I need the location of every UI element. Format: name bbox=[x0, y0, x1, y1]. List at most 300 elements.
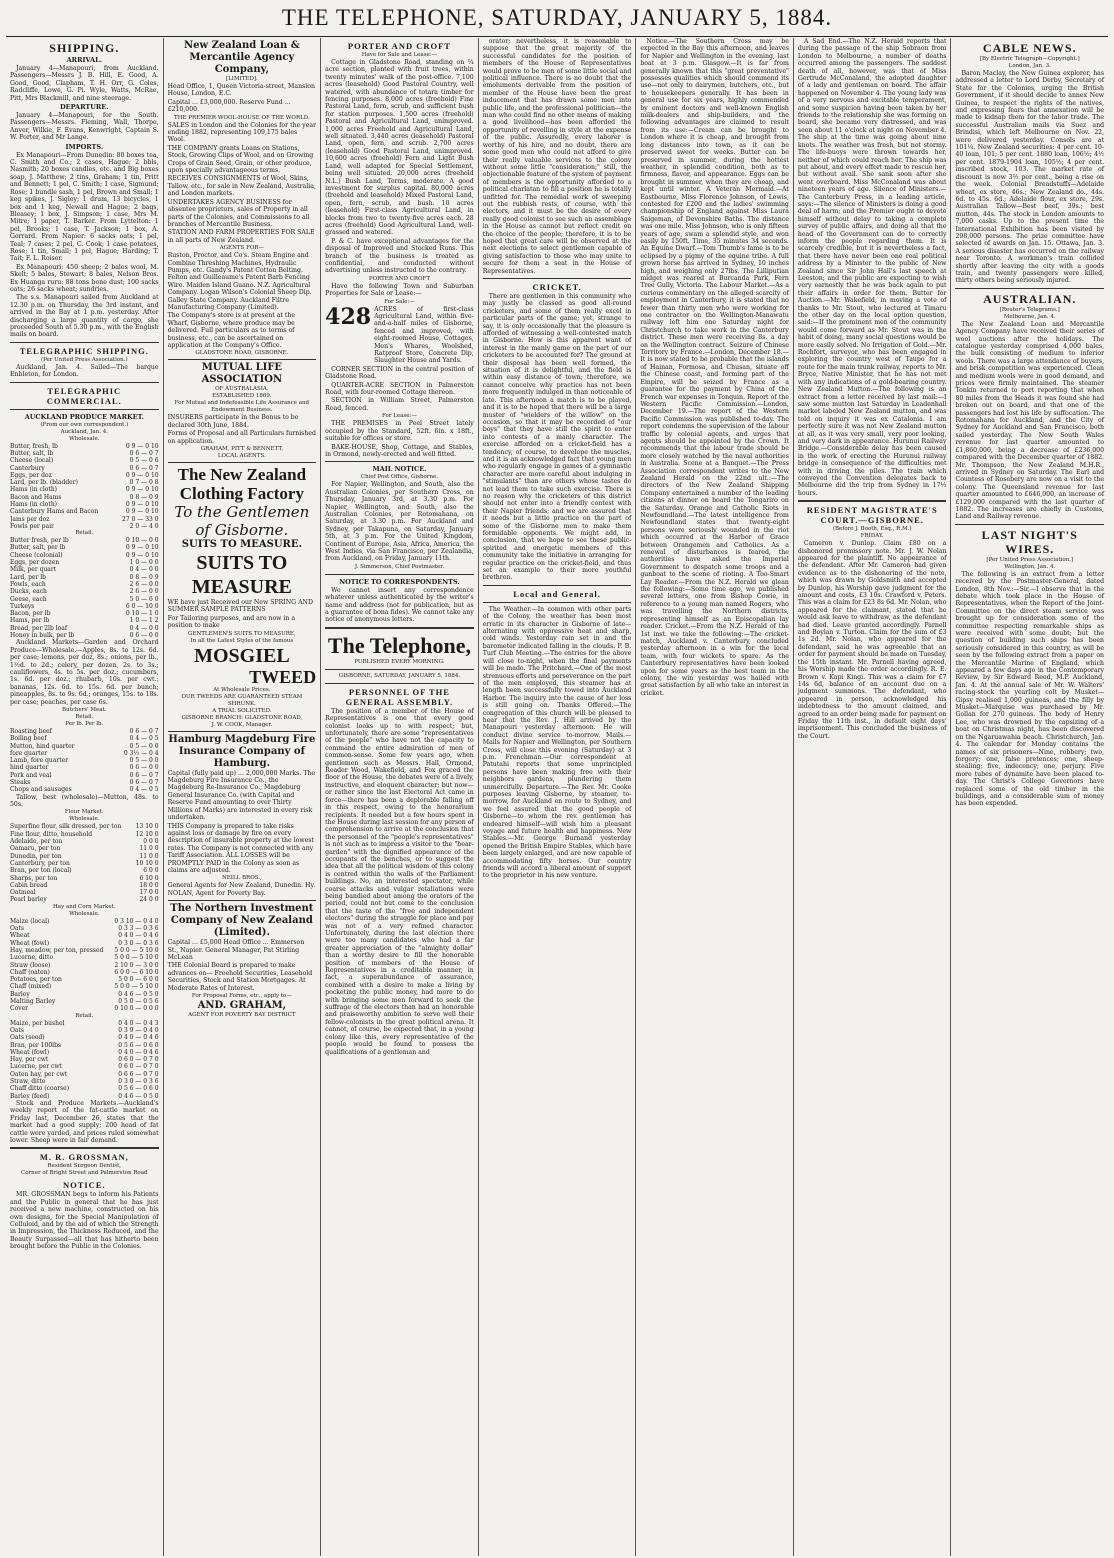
price-value: 27 0 — 33 0 bbox=[122, 515, 159, 523]
graham-signature: GRAHAM, PITT & BENNETT, bbox=[200, 446, 283, 453]
price-value: 0 3 0 — 0 3 6 bbox=[118, 1077, 159, 1085]
price-row bbox=[10, 544, 159, 551]
price-value: 0 6 0 — 0 7 0 bbox=[118, 1056, 159, 1064]
price-item: Chaff (oaten) bbox=[10, 968, 50, 976]
price-value: 0 6 — 0 7 bbox=[129, 779, 159, 787]
price-value: 0 9 — 0 10 bbox=[125, 442, 159, 450]
price-value: 0 3 3 — 0 3 6 bbox=[118, 925, 159, 933]
price-value: 0 6 — 0 7 bbox=[129, 464, 159, 472]
price-item: Maize, per bushel bbox=[10, 1019, 65, 1027]
price-value: 0 5 — 0 6 bbox=[129, 457, 159, 465]
price-value: 10 10 0 bbox=[135, 859, 159, 867]
price-value: 0 4 — 0 0 bbox=[129, 624, 159, 632]
price-row bbox=[10, 537, 159, 544]
price-row bbox=[10, 465, 159, 472]
price-row bbox=[10, 1056, 159, 1063]
clothing-heading: The New Zealand Clothing Factory bbox=[177, 465, 307, 504]
imports-text: Ex Manapouri—From Dunedin: 80 boxes tea, C. Smith and Co.; 2 cases, Hague; 2 bbls, Nasmith; 20 boxes candles, etc. and Big boxes soap, J. Matthew; 2 tins, Graham; 1 tin, Pritt and Bennett; 1 pel, C. Smith; 1 case, Sigmund; Rose; 1 bundle sash, 1 pel, Brown and Small; 1 keg spikes, J. Sigley; 1 drum, 13 bicycles, 1 box and 1 keg, Newall and Hague; 2 bags, Bleasey; 1 box, J. Simpson; 1 case, Mrs M. Mitre; 1 paper, T. Barker. From Lyttelton: 1 pel, Brooks; 1 case, T. Jackson; 1 box, A. Gerrard. From Napier: 6 sacks oats; 1 pel, Teal; 7 cases; 2 pel, C. Cook; 1 case potatoes, Rose; 1 tin, Small; 1 pel, Hague; Harding; T. Tait; F. L. Roiser. bbox=[10, 151, 159, 263]
price-value: 2 10 0 — 3 0 0 bbox=[114, 961, 159, 969]
wholesale-heading: Wholesale. bbox=[69, 435, 100, 442]
store-signature: GLADSTONE ROAD, GISBORNE. bbox=[195, 350, 289, 357]
price-row bbox=[10, 610, 159, 617]
price-item: Potatoes, per ton bbox=[10, 976, 62, 984]
suits-heading: SUITS TO MEASURE. bbox=[181, 539, 302, 551]
court-heading: RESIDENT MAGISTRATE'S COURT.—GISBORNE. bbox=[806, 505, 938, 526]
retail-table bbox=[10, 537, 159, 639]
price-value: 0 9 — 0 10 bbox=[125, 501, 159, 508]
consign-text: RECEIVES CONSIGNMENTS of Wool, Skins, Tallow, etc., for sale in New Zealand, Australia, and London markets. bbox=[167, 175, 316, 198]
price-item: Steaks bbox=[10, 779, 31, 787]
neill-signature: NEILL BROS., bbox=[221, 875, 262, 882]
clothing-factory-ad bbox=[168, 462, 317, 731]
price-item: Oats bbox=[10, 925, 24, 933]
price-item: Oatmeal bbox=[10, 889, 36, 897]
price-value: 5 0 — 6 0 bbox=[129, 595, 159, 603]
price-row bbox=[10, 779, 159, 786]
quarter-text: QUARTER-ACRE SECTION in Palmerston Road, with four-roomed Cottage thereon. bbox=[325, 381, 474, 397]
price-item: Barley (feed) bbox=[10, 1092, 50, 1100]
last-nights-wires-heading: LAST NIGHT'S WIRES. bbox=[981, 527, 1078, 556]
price-row bbox=[10, 479, 159, 486]
price-value: 6 10 0 bbox=[139, 874, 159, 882]
retail-heading: Retail. bbox=[75, 530, 94, 537]
price-value: 17 0 0 bbox=[139, 889, 159, 897]
price-value: 5 0 0 — 5 10 0 bbox=[114, 954, 159, 962]
column-1 bbox=[6, 38, 164, 1556]
telegraphic-source: (Per United Press Association.) bbox=[40, 356, 128, 363]
price-row bbox=[10, 523, 159, 530]
suits-big: SUITS TO MEASURE bbox=[191, 552, 292, 599]
price-item: Bran, per ton (local) bbox=[10, 867, 72, 875]
price-value: 0 4 — 0 5 bbox=[129, 786, 159, 794]
paper-date: GISBORNE, SATURDAY, JANUARY 5, 1884. bbox=[338, 672, 461, 679]
price-item: Wheat bbox=[10, 932, 30, 940]
price-row bbox=[10, 559, 159, 566]
price-item: Hams, per lb bbox=[10, 617, 50, 625]
price-value: 0 10 0 — 0 0 0 bbox=[114, 1005, 159, 1013]
price-row bbox=[10, 501, 159, 508]
price-value: 0 3 10 — 0 4 0 bbox=[114, 917, 159, 925]
graham-sub: LOCAL AGENTS. bbox=[217, 453, 266, 460]
price-row bbox=[10, 450, 159, 457]
price-item: Butter fresh, per lb bbox=[10, 537, 69, 545]
notice-heading: NOTICE. bbox=[62, 1180, 106, 1191]
price-item: Honey in bulk, per lb bbox=[10, 632, 75, 640]
price-item: Malting Barley bbox=[10, 998, 56, 1006]
hamburg-heading: Hamburg Magdeburg Fire Insurance Company of Hamburg. bbox=[168, 733, 316, 769]
loan-limited: [LIMITED]. bbox=[225, 76, 258, 82]
price-item: Hams (in cloth) bbox=[10, 486, 58, 494]
price-item: Oats bbox=[10, 1026, 24, 1034]
price-value: 0 10 — 1 0 bbox=[125, 610, 159, 618]
price-item: Hams (in cloth) bbox=[10, 501, 58, 508]
acres-number: 428 bbox=[325, 303, 372, 330]
australian-text: The New Zealand Loan and Mercantile Agency Company have received their series of wool auctions after the holidays. The catalogue yesterday comprised 4,000 bales, the bulk consisting of medium to inferior wools. There was a large attendance of buyers, and brisk competition was experienced. Clean and medium wools were in good demand, and prices were firmly maintained. The steamer Tonkin returned to port reporting that when 80 miles from the Heads it was found she had broken out on board, and that one of the passengers had lost his life by suffocation. The Rotomahana for Auckland, and the City of Sydney for Auckland and San Francisco, both sailed yesterday. The New South Wales revenue for last quarter amounted to £1,860,000, being a decrease of £236,000 compared with the December quarter of 1882. Mr. Thompson, the New Zealand M.H.R., arrived in Sydney on Saturday. The Earl and Countess of Rosebery are now on a visit to the colony. The Queensland revenue for last quarter amounted to £646,000, an increase of £129,000 compared with the last quarter of 1882. The increases are chiefly in Customs, Land and Railway revenue. bbox=[955, 320, 1105, 521]
mail-signature: J. Simmerson, Chief Postmaster. bbox=[354, 563, 445, 570]
neill-sub: General Agents for New Zealand, Dunedin. Hy. NOLAN, Agent for Poverty Bay. bbox=[167, 882, 316, 897]
proposal-text: For Proposal Forms, etc., apply to— bbox=[191, 993, 292, 999]
price-row bbox=[10, 998, 159, 1005]
mosgiel-title: MOSGIEL bbox=[194, 644, 290, 667]
price-value: 18 0 0 bbox=[139, 881, 159, 889]
corner-text: CORNER SECTION in the central position of Gladstone Road. bbox=[325, 365, 474, 381]
price-row bbox=[10, 508, 159, 515]
pc-text: P. & C. have exceptional advantages for the disposal of Improved and Stocked Runs. This branch of the business is treated as confidential, and conducted without advertising unless instructed to the contrary. bbox=[325, 237, 474, 275]
price-value: 0 5 0 — 0 5 6 bbox=[118, 998, 159, 1006]
colonial-text: THE Colonial Board is prepared to make advances on— Freehold Securities, Leasehold Securities, Stock and Station Mortgages. At Moderate Rates of Interest. bbox=[167, 962, 313, 992]
price-row bbox=[10, 1034, 159, 1041]
price-item: fore quarter bbox=[10, 749, 48, 757]
price-row bbox=[10, 552, 159, 559]
price-value: 5 0 0 — 6 0 0 bbox=[118, 976, 159, 984]
court-day: FRIDAY. bbox=[860, 533, 884, 540]
tweed-title: TWEED bbox=[249, 666, 317, 687]
telegraphic-text: Auckland, Jan. 4. Sailed—The barque Enbleton, for London. bbox=[10, 363, 159, 379]
price-item: Butter, salt, lb bbox=[10, 449, 54, 457]
tailoring-text: For Tailoring purposes, and are now in a position to make bbox=[167, 614, 296, 630]
cable-news-heading: CABLE NEWS. bbox=[982, 41, 1077, 55]
price-item: Lucerne, ditto bbox=[10, 954, 54, 962]
price-item: Adelaide, per ton bbox=[10, 838, 63, 846]
price-item: Cabin bread bbox=[10, 881, 48, 889]
price-item: Canterbury bbox=[10, 464, 45, 472]
column-3 bbox=[321, 38, 479, 1556]
price-row bbox=[10, 750, 159, 757]
hay-retail-heading: Retail. bbox=[75, 1012, 94, 1019]
price-item: Bacon, per lb bbox=[10, 610, 51, 618]
price-row bbox=[10, 443, 159, 450]
price-value: 0 9 — 0 10 bbox=[125, 544, 159, 552]
bake-text: BAKE-HOUSE, Shop, Cottage, and Stables, in Ormond, newly-erected and well fitted. bbox=[325, 443, 474, 458]
departure-text: January 4—Manapouri, for the South. Passengers—Messrs. Fleming, Wall, Thorpe, Anver, Wilkie, F. Evans, Kenwright, Captain S. W. Porter, and Mr Lange. bbox=[10, 112, 159, 142]
price-row bbox=[10, 735, 159, 742]
price-item: Sharps, per ton bbox=[10, 874, 58, 882]
price-row bbox=[10, 845, 159, 852]
price-value: 0 5 — 0 0 bbox=[129, 742, 159, 750]
flour-wholesale-heading: Wholesale. bbox=[69, 816, 100, 823]
exports-text: Ex Manapouri: 450 sheep; 2 bales wool, M. Skelt; 5 bales, Stewart; 8 bales, Nelson Bros. Ex Huanga ruru: 88 tons bone dust; 100 sacks oats; 26 sacks wheat; sundries. bbox=[10, 263, 159, 293]
price-item: Chaff (mixed) bbox=[10, 983, 52, 991]
price-value: 0 4 — 0 5 bbox=[129, 735, 159, 743]
price-row bbox=[10, 588, 159, 595]
column-5-text: Notice.—The Southern Cross may be expected in the Bay this afternoon, and leaves for Napier and Wellington in the evening, last boat at 3 p.m. Glasgow.—It is far from generally known that this "great preventative" possesses qualities which should commend its use—not only to dairymen, butchers, etc., but to housekeepers generally. It has been in general use for six years, highly commended by eminent doctors and well-known English milk-dealers and ship-builders, and the following advantages are claimed to result from its use:—Cream can be brought to London where it is cheap, and brought from long distances into town, as it can be preserved sweet for weeks. Butter can be preserved in summer, during the hottest weather, in splendid condition, both as to firmness, flavor, and appearance. Eggs can be brought in summer, when they are cheap, and kept until winter. A Veteran Mermaid.—At Eastbourne, Miss Florence Johnson, of Lewis, contested for £200 and the ladies' swimming championship of England against Miss Laura Saigeman, of Devonshire Baths. The distance was one mile. Miss Johnson, who is only fifteen years of age, swam a splendid style, and won easily by 150ft. Time, 35 minutes 34 seconds. An Equine Dwarf.—Tom Thumb's fame is to be eclipsed by a pigmy of the equine tribe. A full grown horse has arrived in Sydney, 10 inches high, and weighing only 27lbs. The Lilliputian midget was reared at Burcanda Park, Fern Tree Gully, Victoria. The Labour Market.—As a curious commentary on the alleged scarcity of employment in Canterbury, it is stated that no fewer than thirty men who were working for one contractor on the Wellington-Manawatu railway left him one Saturday night for Christchurch to take work in the Canterbury district. These men were receiving 8s. a day on the Wellington contract. Seizure of Chinese Territory by France.—London, December 18.—It is now stated to be probable that the islands of Hainan, Formosa, and Chusan, situate off the Chinese coast, and forming part of the Empire, will be seized by France as a guarantee for the payment by China of the French war expenses in Tonquin. Report of the Western Pacific Commission.—London, December 19.—The report of the Western Pacific Commission was published to-day. The report condemns the supervision of the labour traffic by colonial agents, and urges that agents should be appointed by the Crown. It recommends that the labour trade should be more closely watched by the naval authorities in Australia. Scene at a Banquet.—The Press Association correspondent writes to the New Zealand Herald on the 22nd ult.:—The directors of the New Zealand Shipping Company entertained a number of the leading citizens at dinner on board the Tongariro on the Saturday. Orange and Catholic Riots in Newfoundland.—The latest intelligence from Newfoundland states that twenty-eight persons were seriously wounded in the riot which occurred at the Harbor of Grace between Orangemen and Catholics. As a renewal of disturbances is feared, the authorities have asked the Imperial Government to despatch some troops and a gunboat to the scene of rioting. A Too-Smart Lay Reader.—From the N.Z. Herald we glean the following:—Some time ago, we published several letters, one from Bishop Cowie, in reference to a young man named Rogers, who was travelling the Northern districts, representing himself as an Episcopalian lay reader. Cricket.—From the N.Z. Herald of the 1st inst. we take the following:—The cricket-match, Auckland v. Canterbury, concluded yesterday afternoon in a win for the local team, with four wickets to spare. As the Canterbury representatives have been looked upon for some years as the best team in the colony, the win yesterday was hailed with great satisfaction by all who take an interest in cricket. bbox=[640, 38, 789, 697]
price-value: 0 4 0 — 0 4 6 bbox=[118, 1034, 159, 1042]
price-row bbox=[10, 889, 159, 896]
price-row bbox=[10, 947, 159, 954]
price-value: 0 6 — 0 0 bbox=[129, 632, 159, 640]
price-row bbox=[10, 1005, 159, 1012]
price-row bbox=[10, 574, 159, 581]
premier-text: SALES in London and the Colonies for the year ending 1882, representing 109,175 bales Wool. bbox=[167, 121, 316, 144]
price-row bbox=[10, 860, 159, 867]
price-value: 0 7 — 0 8 bbox=[129, 479, 159, 487]
porter-croft-heading: PORTER AND CROFT bbox=[347, 41, 451, 51]
price-item: Cheese (colonial) bbox=[10, 551, 63, 559]
hay-wholesale-heading: Wholesale. bbox=[69, 910, 100, 917]
for-sale: For Sale:— bbox=[384, 298, 415, 305]
price-value: 0 9 — 0 10 bbox=[125, 471, 159, 479]
price-value: 0 9 — 0 10 bbox=[125, 486, 159, 494]
forms-text: Forms of Proposal and all Particulars furnished on application. bbox=[167, 430, 316, 445]
price-value: 24 0 0 bbox=[139, 896, 159, 904]
price-row bbox=[10, 728, 159, 735]
price-item: Pearl barley bbox=[10, 896, 47, 904]
produce-source: (From our own correspondent.) bbox=[40, 421, 129, 428]
price-value: 0 4 0 — 0 4 6 bbox=[118, 932, 159, 940]
price-row bbox=[10, 566, 159, 573]
price-row bbox=[10, 764, 159, 771]
price-item: Boiling beef bbox=[10, 735, 47, 743]
porter-sub: Have for Sale and Lease:— bbox=[361, 52, 438, 58]
wholesale-table bbox=[10, 443, 159, 531]
price-item: Wheat (fowl) bbox=[10, 939, 50, 947]
price-item: Oats (seed) bbox=[10, 1034, 45, 1042]
editorial-continued: orator; nevertheless, it is reasonable to suppose that the great majority of the successful candidates for the position of members of the House of Representatives would prove to be men of some little social and political influence. There is no doubt that the emoluments derivable from the position of member of the House have been the great inducement that has drawn some men into public life, and the professional politician—the man who could find no other means of making a good livelihood—has been afforded the opportunity of revelling in style at the expense of the public. Assuredly, every laborer is worthy of his hire, and no doubt, there are some good men who could not afford to give their really valuable services to the colony without some little "consideration;" still, the objectionable feature of the system of payment of members is the opportunity afforded to a political charlatan to fill a position he is totally unfitted for. The remedial work of sweeping out the rubbish rests, of course, with the electors, and it must be the desire of every really good colonist to see such an assemblage in the House as cannot but reflect credit on the choice of the people; therefore, it is to be hoped that great care will be observed at the next elections to select gentlemen capable of giving satisfaction to those who may unite to secure for them a seat in the House of Representatives. bbox=[482, 38, 632, 275]
mutual-tagline: For Mutual and Indefeasible Life Assurance and Endowment Business. bbox=[174, 400, 310, 414]
price-row bbox=[10, 632, 159, 639]
agent-poverty-bay: AGENT FOR POVERTY BAY DISTRICT bbox=[188, 1012, 296, 1018]
price-value: 1 0 — 1 2 bbox=[129, 617, 159, 625]
column-4 bbox=[479, 38, 637, 1556]
arrival-heading: ARRIVAL. bbox=[66, 56, 102, 64]
price-row bbox=[10, 472, 159, 479]
price-value: 0 8 — 0 9 bbox=[129, 493, 159, 501]
loan-heading: New Zealand Loan & Mercantile Agency Company, bbox=[184, 40, 300, 75]
grossman-name: M. R. GROSSMAN, bbox=[39, 1152, 129, 1163]
price-value: 6 0 0 — 6 10 0 bbox=[114, 968, 159, 976]
price-value: 0 4 0 — 0 4 6 bbox=[118, 1048, 159, 1056]
column-2 bbox=[164, 38, 322, 1556]
price-row bbox=[10, 1078, 159, 1085]
price-row bbox=[10, 757, 159, 764]
price-item: Dunedin, per ton bbox=[10, 852, 62, 860]
produce-date: Auckland, Jan. 4. bbox=[60, 428, 108, 435]
local-general-text: The Weather.—In common with other parts of the Colony, the weather has been most erratic in its character in Gisborne of late—alternating with oppressive heat and sharp, cold winds. Yesterday rain set in and the barometer indicated falling in the clouds. P. B. Turf Club Meeting.—The entries for the above will close to-night, when the final payments will be made. The Pritchard.—One of the most strenuous efforts and perseverance on the part of the men employed, this steamer has at length been successfully towed into Auckland Harbor. The inquiry into the cause of her loss is still going on. Thanks Offered.—The congregation of this church will be pleased to hear that the Rev. J. Hill arrived by the Manapouri yesterday afternoon. He will conduct divine service to-morrow. Mails.—Mails for Napier and Wellington, per Southern Cross, will close this evening (Saturday) at 3 p.m. Frenchman.—Our correspondent at Patutahi reports that some unprincipled persons have been making free with their neighbors gardens, plundering them unmercifully. Departure.—The Rev. Mr. Cooke purposes leaving Gisborne, by steamer, to-morrow, for Auckland en route to Sydney, and we feel assured that the good people of Gisborne—to whom the rev. gentleman has endeared himself—will wish him a pleasant voyage and future health and happiness. New Stables.—Mr. George Burnand yesterday opened the British Empire Stables, which have been largely enlarged, and are now capable of accommodating fifty horses. Our country friends will accord a liberal amount of support to the proprietor in his new venture. bbox=[482, 605, 632, 880]
price-value: 6 0 0 bbox=[143, 867, 159, 875]
price-value: 0 9 — 0 10 bbox=[125, 551, 159, 559]
butchers-heading: Butchers' Meat. bbox=[62, 707, 107, 713]
grossman-address: Corner of Bright Street and Palmerston Road bbox=[21, 1170, 148, 1177]
price-item: hind quarter bbox=[10, 764, 49, 772]
price-row bbox=[10, 940, 159, 947]
price-value: 0 9 — 0 10 bbox=[125, 508, 159, 516]
last-text: The following is an extract from a letter received by the Postmaster-General, dated London, 8th Nov.:—Sir,—I observe that in the debate which took place in the House of Representatives, when the Report of the Joint-Committee on the direct steam service was brought up for consideration some of the committee respecting remarkable ships as were received with some doubt; but the question of building such ships has been seriously considered in this country, as will be seen by the following extract from a paper on the Mercantile Marine of England, which appeared a few days ago in the Contemporary Review, by Sir Edward Reed, M.P. Auckland, Jan. 4. At the annual sale of Mr. W. Walters' racing-stock the yearling colt by Musket—Gipsy realised 1,000 guineas, and the filly by Musket—Marquise was purchased by Mr. Gollan for 270 guineas. The body of Henry Lee, who was drowned by the capsizing of a boat on Christmas night, has been discovered on the Ngaruawahia beach. Christchurch, Jan. 4. The calendar for Monday contains the names of six prisoners—Nine, robbery; two, forgery; one, false pretences; one, sheep-stealing; five, indecency; one, perjury. Five more tubes of dynamite have been placed to-day. The Christ's College Governors have replaced some of the old timber in the buildings, and a considerable sum of money has been expended. bbox=[955, 570, 1105, 808]
hay-retail-table bbox=[10, 1020, 159, 1100]
price-value: 0 4 0 — 0 4 3 bbox=[118, 1019, 159, 1027]
store-text: The Company's store is at present at the Wharf, Gisborne, where produce may be delivered. Full particulars as to terms of business, etc., can be ascertained on application at the Company's Office. bbox=[167, 312, 295, 349]
price-item: Hay, per cwt bbox=[10, 1056, 49, 1064]
price-item: Lard, per lb. (bladder) bbox=[10, 479, 78, 487]
column-6-text: A Sad End.—The N.Z. Herald reports that during the passage of the ship Sobraon from London to Melbourne, a number of deaths occurred among the passengers. The saddest death of all, however, was that of Miss Gertrude McConaland, the adopted daughter of a lady and gentleman on board. The affair happened on November 4. The young lady was of a very nervous and excitable temperament, and some suspicion having been taken by her friends to the relationship she was forming on board, she became very distressed, and was seen about 11 o'clock at night on November 4. The ship at the time was going about nine knots. The weather was fresh, but not stormy. The life-buoys were thrown towards her, neither of which could reach her. The ship was put about, and every effort made to rescue her, but without avail. She sank soon after she went overboard. Miss McConaland was about nineteen years of age. Silence of Ministers.—The Canterbury Press, in a leading article, says:—The silence of Ministers is doing a good deal of harm; and the Premier ought to devote himself without delay to taking a complete survey of public affairs, and doing all that the head of the Government can do to correctly inform the people regarding them. It is scarcely credible, but it is nevertheless a fact, that there have never been one real political address by a Minister to the public of New Zealand since Sir John Hall's last speech at Leeston; and the public are expecting to wish very earnestly that he was back again to put their affairs in order for them. Butter for Auction.—Mr. Wakefield, in moving a vote of thanks to Mr. Stout, who lectured at Timaru the other day on the local option question, said:—If the prominent men of the community would come forward as Mr. Stout was in the habit of doing, many social questions would be more easily solved. No Irrigation of Gold.—Mr. Rochfort, surveyor, who has been engaged in exploring the country west of Taupo for a route for the main trunk railway, reports to Mr. Bryce, Native Minister, that he has not met with any indications of a gold-bearing country. New Zealand Mutton.—The following is an extract from a letter received by last mail:—I saw some mutton last Saturday in Leadenhall market labeled New Zealand mutton, and was told on inquiry it was ex Catalonia. I am perfectly sure it was not New Zealand mutton at all, as it was very small, very poor looking, and very dark in appearance. Hurunui Railway Bridge.—Considerable delay has been caused in the work of erecting the Hurunui railway bridge in consequence of the difficulties met with in driving the piles. The train which conveyed the Convention delegates back to Melbourne did the trip from Sydney in 17½ hours. bbox=[797, 38, 947, 497]
imports-heading: IMPORTS. bbox=[65, 142, 104, 151]
price-row bbox=[10, 786, 159, 793]
porter-list: Cottage in Gladstone Road, standing on ¼ acre section, planted with fruit trees, within twenty minutes' walk of the post-office. 7,100 acres (leasehold) Good Pastoral Country, well watered, with abundance of totara timber for fencing purposes. 8,000 acres (freehold) Fine Pastoral Land, fern, scrub, and sufficient bush for station purposes. 1,500 acres (freehold) Pastoral and Agricultural Land, unimproved. 1,000 acres Freehold and Agricultural Land, well situated. 3,440 acres (leasehold) Pastoral Land, open, fern, and scrub. 2,700 acres (leasehold) Good Pastoral Land, unimproved. 10,600 acres (freehold) Fern and Light Bush Land, well adapted for Special Settlement, being well situated. 20,000 acres (freehold N.L.) Bush Land, Terms, moderate. A good investment for surplus capital. 80,000 acres (freehold and leasehold) Mixed Pastoral Land, open, fern, scrub, and bush. 10 acres (leasehold) First-class Agricultural Land, in blocks from two to twenty-five acres each. 28 acres (freehold) Good Agricultural Land, well-grassed and watered. bbox=[325, 59, 474, 237]
price-row bbox=[10, 838, 159, 845]
price-value: 2 6 — 0 0 bbox=[129, 580, 159, 588]
price-value: 0 6 — 0 7 bbox=[129, 449, 159, 457]
tallow-text: Tallow, best (wholesale)—Mutton, 48s. to 50s. bbox=[10, 793, 159, 809]
price-value: 2 6 — 0 0 bbox=[129, 588, 159, 596]
notice-correspondents-text: We cannot insert any correspondence whatever unless authenticated by the writer's name and address (not for publication, but as a guarantee of bona fides). We cannot take any notice of anonymous letters. bbox=[325, 586, 474, 624]
court-text: Cameron v. Dunlop. Claim £80 on a dishonored promissory note. Mr. J. W. Nolan appeared for the plaintiff. No appearance of the defendant. After Mr. Cameron had given evidence as to the dishonoring of the note, which was drawn by Goldsmith and accepted by Dunlop, his Worship gave judgment for the amount and costs, £3 10s. Crawford v. Peters. This was a claim for £23 8s 6d. Mr. Nolan, who appeared for the claimant, stated that he would ask leave to withdraw, as the defendant had died. Leave granted accordingly. Parnell and Boylan v. Turton. Claim for the sum of £3 1s 2d. Mr. Nolan, who appeared for the defendant, said he was agreeable that an order for payment should be made on Tuesday, the 15th instant. Mr. Parnell having agreed, his Worship made the order accordingly. R. E. Brown v. Kapi Kingi. This was a claim for £7 14s 6d, balance of an account due on a judgment summons. The defendant, who appeared in person, acknowledged his indebtedness to the amount claimed, and agreed to an order being made for payment on Friday the 11th inst., in default eight days' imprisonment. This concluded the business of the Court. bbox=[797, 540, 947, 740]
personnel-text: The position of a member of the House of Representatives is one that every good colonist looks up to with respect; but, unfortunately, there are some "representatives of the people" who have not the capacity to command the entire admiration of men of common-sense. Some few years ago, when gentlemen such as Messrs. Hall, Ormond, Reader Wood, Wakefield, and Fox graced the floor of the House, the debates were of a lively, instructive, and eloquent character; but now—or rather since the last Electoral Act came in force—there has been a deplorable falling off in this respect, owing to the honorarium recipients. It needed but a few hours spent in the House during last session for any person of comprehension to arrive at the conclusion that the personnel of the "people's representatives" is not such as to impress a visitor to the "bear-garden" with the dignified appearance of the occupants of the benches, or to suggest the idea that all the political wisdom of this colony is centred within the walls of the Parliament buildings. No, an interested spectator, while coarse attacks and vulgar retaliations were being bandied about among the orators of the period, could not but come to the conclusion that the taste of the "free and independent electors" during the struggle for place and pay was not of a very refined character. Unfortunately, during the last election there were too many candidates who had a far greater appreciation of the "almighty dollar" than a worthy desire to fill the honorable position of members of the House of Representatives in a creditable manner, in fact, a superabundance of assurance, combined with a desire to make a living by pocketing the public money, had more to do with bringing some men forward to seek the suffrage of the electors than had an honorable and praiseworthy ambition to serve well their fellow-colonists in the great political arena. It cannot, of course, be expected that, in a young colony like this, every representative of the people would be found to possess the qualifications of a gentleman and bbox=[325, 707, 474, 1056]
price-item: Hay, meadow, per ton, pressed bbox=[10, 946, 104, 954]
price-value: 6 0 — 10 0 bbox=[125, 602, 159, 610]
premier-wool: THE PREMIER WOOL-HOUSE OF THE WORLD. bbox=[174, 114, 310, 121]
last-date: Wellington, Jan. 4. bbox=[1004, 563, 1056, 570]
gentlemen-heading: To the Gentlemen of Gisborne. bbox=[174, 503, 310, 540]
mail-text: For Napier, Wellington, and South, also the Australian Colonies, per Southern Cross, on Thursday, January 3rd, at 3.30 p.m. For Napier, Wellington, and South, also the Australian Colonies, per Rotomahana, on Saturday, at 3.30 p.m. For Auckland and Sydney, per Takapuna, on Saturday, January 5th, at 3 p.m. For the United Kingdom, Continent of Europe, Asia, Africa, America, the West Indies, via San Francisco, per Zealandia, from Auckland, on Friday, January 11th. bbox=[325, 481, 474, 563]
price-item: Mutton, hind quarter bbox=[10, 742, 75, 750]
last-source: [Per United Press Association.] bbox=[986, 556, 1074, 563]
price-row bbox=[10, 772, 159, 779]
column-6 bbox=[794, 38, 952, 1556]
northern-heading: The Northern Investment Company of New Zealand (Limited). bbox=[170, 903, 314, 939]
australian-source: [Reuter's Telegrams.] bbox=[999, 306, 1060, 313]
price-value: 0 6 — 0 0 bbox=[129, 764, 159, 772]
price-item: Fowls per pair bbox=[10, 522, 54, 530]
price-row bbox=[10, 954, 159, 961]
price-row bbox=[10, 882, 159, 889]
column-7 bbox=[951, 38, 1108, 1556]
price-item: Bacon and Hams bbox=[10, 493, 62, 501]
notice-correspondents-heading: NOTICE TO CORRESPONDENTS. bbox=[339, 577, 460, 586]
price-row bbox=[10, 494, 159, 501]
price-row bbox=[10, 875, 159, 882]
section-text: SECTION in William Street, Palmerston Road, fenced. bbox=[325, 397, 474, 412]
price-value: 0 5 — 0 0 bbox=[129, 757, 159, 765]
trial-text: A TRIAL SOLICITED. bbox=[212, 707, 272, 714]
cricket-text: There are gentlemen in this community who may justly be classed as good all-round cricketers, and some of them really excel in particular parts of the game; yet, strange to say, it is only occasionally that the pleasure is afforded of witnessing a well-contested match in Gisborne. How is this apparent want of interest in the manly game on the part of our cricketers to be accounted for? The ground at their disposal has been well formed, the situation of it is delightful, and the field is within easy distance of town; therefore, we cannot conceive why practice has not been more frequently indulged in than noticeable of late. This afternoon a match is to be played, and it is to be hoped that there will be a large muster of "wielders of the willow" on the occasion, so that it may be recorded of "our boys" that they have still the spirit to enter into contests of a manly character. The exercise afforded on a cricket-field has a tendency, of course, to develope the muscles, and it is an acknowledged fact that young men who regularly engage in games of a gymnastic character are more careful about indulging in "stimulants" than are others whose tastes do not lead them to take such exercise. There is no reason why the cricketers of this district should not enter into a friendly contest with their Napier friends; and we are assured that it needs but a little practice on the part of some of the Gisborne men to make them formidable opponents. We might add, in conclusion, that we hope to see these public-spirited and energetic members of this community take the initiative in arranging for regular practice on the cricket-field, and thus set an example to their more youthful brethren. bbox=[482, 293, 632, 582]
price-item: Eggs, per dozen bbox=[10, 559, 60, 567]
price-value: 0 6 — 0 7 bbox=[129, 771, 159, 779]
price-value: 11 0 0 bbox=[139, 845, 159, 853]
price-row bbox=[10, 1071, 159, 1078]
price-row bbox=[10, 991, 159, 998]
notice-text: MR. GROSSMAN begs to inform his Patients and the Public in general that he has just received a new machine, constructed on his own designs, for the Special Manipulation of Celluloid, and by the aid of which the Strength in Impression, the Thickness Reduced, and the Beauty Surpassed—all that has hitherto been brought before the Public in the Colonies. bbox=[10, 1191, 159, 1251]
price-item: Ducks, each bbox=[10, 588, 47, 596]
cricket-heading: CRICKET. bbox=[532, 282, 582, 292]
price-row bbox=[10, 743, 159, 750]
cable-date: London, Jan. 3. bbox=[1008, 63, 1051, 69]
price-row bbox=[10, 983, 159, 990]
latest-styles: In all the Latest Styles of the famous bbox=[190, 637, 294, 644]
price-item: Roasting beef bbox=[10, 728, 52, 735]
price-item: Butter, salt, per lb bbox=[10, 544, 66, 552]
price-item: Fowls, each bbox=[10, 580, 46, 588]
australian-heading: AUSTRALIAN. bbox=[983, 291, 1077, 306]
price-row bbox=[10, 516, 159, 523]
price-value: 0 4 — 0 0 bbox=[129, 566, 159, 574]
price-row bbox=[10, 918, 159, 925]
stock-text: Stock and Produce Markets.—Auckland's weekly report of the fat-cattle market on Friday last, December 26, states that the market had a good supply; 200 head of fat cattle were yarded, and prices ruled somewhat lower. Sheep were in fair demand. bbox=[10, 1099, 159, 1144]
price-value: 0 3 9 — 0 4 0 bbox=[118, 1026, 159, 1034]
price-row bbox=[10, 853, 159, 860]
price-row bbox=[10, 486, 159, 493]
price-item: Straw, ditto bbox=[10, 1077, 46, 1085]
price-item: Lamb, fore quarter bbox=[10, 757, 69, 765]
price-row bbox=[10, 1085, 159, 1092]
hamburg-ad bbox=[168, 731, 317, 901]
wholesale-prices: At Wholesale Prices. bbox=[213, 686, 271, 693]
flour-table bbox=[10, 823, 159, 903]
company-prepared-text: THIS Company is prepared to take risks against loss or damage by fire on every description of insurable property at the lowest rates. The Company is not connected with any Tariff Association. ALL LOSSES will be PROMPTLY PAID in the Colony as soon as claims are adjusted. bbox=[167, 822, 314, 874]
mutual-life-ad bbox=[168, 359, 317, 462]
branch-text: GISBORNE BRANCH: GLADSTONE ROAD, bbox=[181, 714, 303, 721]
price-row bbox=[10, 457, 159, 464]
price-value: 0 4 6 — 0 5 0 bbox=[118, 990, 159, 998]
station-text: STATION AND FARM PROPERTIES FOR SALE in all parts of New Zealand. bbox=[167, 229, 315, 244]
price-item: Canterbury, per ton bbox=[10, 859, 70, 867]
price-value: 11 0 0 bbox=[139, 852, 159, 860]
insurers-text: INSURERS participate in the Bonus to be declared 30th June, 1884. bbox=[167, 414, 299, 429]
produce-heading: AUCKLAND PRODUCE MARKET. bbox=[24, 412, 144, 421]
price-row bbox=[10, 823, 159, 830]
price-item: Cheese (local) bbox=[10, 457, 54, 465]
loan-office: Head Office, 1, Queen Victoria-street, Mansion House, London, E.C. bbox=[167, 83, 315, 98]
guaranteed-text: OUR TWEEDS ARE GUARANTEED STEAM SHRUNK. bbox=[181, 693, 303, 707]
price-item: Chaff ditto (coarse) bbox=[10, 1085, 70, 1093]
northern-text: Capital ... £5,000 Head Office ... Emmerson St., Napier. General Manager, Pat Stirling McLean bbox=[167, 939, 305, 961]
price-value: 0 3½ — 0 4 bbox=[123, 749, 159, 757]
price-row bbox=[10, 1049, 159, 1056]
undertakes-text: UNDERTAKES AGENCY BUSINESS for absentee proprietors, sales of Property in all parts of the Colonies, and Commissions to all branches of Mercantile Business. bbox=[167, 198, 310, 228]
cable-source: [By Electric Telegraph—Copyright.] bbox=[979, 56, 1080, 62]
arrival-text: January 4—Manapouri, from Auckland. Passengers—Messrs J. B. Hill, E. Good, A. Good, Good, Clapham, T. H. Orr, G. Coles, Radcliffe, Lowe, G. Pi. Wyle, Watts, McRae, Pitt, Mrs Blackmill, and nine steerage. bbox=[10, 65, 159, 102]
price-value: 1 0 — 0 0 bbox=[129, 559, 159, 567]
personnel-heading: PERSONNEL OF THE GENERAL ASSEMBLY. bbox=[345, 686, 454, 707]
manager-text: J. W. COOK, Manager. bbox=[211, 721, 273, 728]
mutual-sub: OF AUSTRALASIA. bbox=[215, 386, 269, 393]
price-item: Bran, per 100lbs bbox=[10, 1041, 61, 1049]
paper-title: The Telephone, bbox=[327, 632, 471, 658]
price-item: Cover bbox=[10, 1005, 29, 1013]
butchers-table bbox=[10, 728, 159, 794]
price-row bbox=[10, 1093, 159, 1100]
northern-investment-ad bbox=[168, 900, 317, 1021]
price-value: 0 3 0 — 0 3 6 bbox=[118, 939, 159, 947]
price-value: 12 10 0 bbox=[135, 830, 159, 838]
gentlemen-suits: GENTLEMEN'S SUITS TO MEASURE, bbox=[188, 630, 296, 637]
price-item: Eggs, per doz bbox=[10, 471, 52, 479]
price-item: Oamaru, per ton bbox=[10, 845, 61, 853]
price-row bbox=[10, 1063, 159, 1070]
flour-heading: Flour Market. bbox=[64, 809, 104, 816]
shipping-heading: SHIPPING. bbox=[49, 41, 120, 55]
price-row bbox=[10, 896, 159, 903]
pc-sub2-text: Have the following Town and Suburban Properties for Sale or Lease:— bbox=[325, 282, 474, 298]
telegraphic-shipping-heading: TELEGRAPHIC SHIPPING. bbox=[19, 345, 149, 356]
price-row bbox=[10, 581, 159, 588]
price-row bbox=[10, 603, 159, 610]
price-value: 13 10 0 bbox=[135, 823, 159, 831]
price-item: Wheat (fowl) bbox=[10, 1048, 50, 1056]
telegraphic-commercial-heading: TELEGRAPHIC COMMERCIAL. bbox=[46, 385, 122, 406]
paper-published: PUBLISHED EVERY MORNING. bbox=[354, 658, 445, 665]
price-value: 0 5 6 — 0 6 0 bbox=[118, 1085, 159, 1093]
price-item: Straw (loose) bbox=[10, 961, 51, 969]
price-value: 2 0 — 4 0 bbox=[129, 522, 159, 530]
price-row bbox=[10, 976, 159, 983]
premises-text: THE PREMISES in Peel Street lately occupied by the Standard, 52ft. 6in. x 18ft., suitable for offices or store. bbox=[325, 420, 474, 443]
price-row bbox=[10, 1020, 159, 1027]
hay-heading: Hay and Corn Market. bbox=[53, 903, 116, 910]
price-row bbox=[10, 625, 159, 632]
price-value: 0 0 0 bbox=[143, 838, 159, 846]
company-loans-text: THE COMPANY grants Loans on Stations, Stock, Growing Clips of Wool, and on Growing Crops of Grain Seed, Grain, or other produce, upon specially advantageous terms. bbox=[167, 144, 314, 175]
price-value: 0 6 6 — 0 7 0 bbox=[118, 1070, 159, 1078]
column-5 bbox=[636, 38, 794, 1556]
